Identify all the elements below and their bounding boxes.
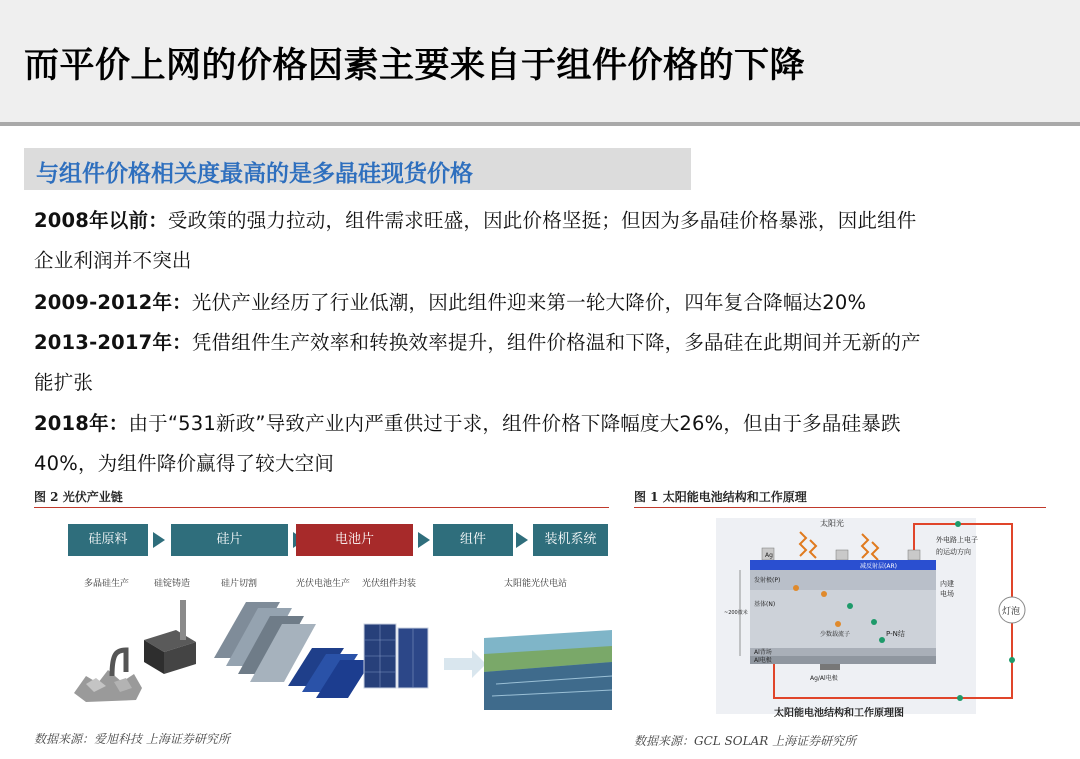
figure-source: 数据来源：GCL SOLAR 上海证券研究所: [634, 734, 857, 748]
title-divider: [0, 122, 1080, 126]
paragraph-2008-line2: 企业利润并不突出: [34, 249, 192, 272]
step-label: 光伏组件封装: [362, 579, 417, 589]
solar-cell-diagram: [624, 510, 1050, 732]
al-electrode-layer: [750, 656, 936, 664]
year-separator: ：: [172, 331, 192, 354]
ingot-icon: [144, 600, 196, 674]
figure-caption: 图 1 太阳能电池结构和工作原理: [634, 490, 807, 504]
subheading-band: [24, 148, 691, 190]
figure-solar-cell: [624, 480, 1050, 752]
paragraph-2013-line2: 能扩张: [34, 371, 94, 394]
paragraph-2013-line1: [34, 327, 921, 355]
pv-chain-illustration: [26, 588, 616, 716]
caption-divider: [634, 507, 1046, 508]
paragraph-2018-line2: 40%，为组件降价赢得了较大空间: [34, 452, 335, 475]
solar-module-icon: [364, 624, 428, 688]
svg-text:的运动方向: 的运动方向: [936, 548, 971, 556]
svg-text:Al背场: Al背场: [754, 649, 772, 656]
step-label: 硅锭铸造: [154, 579, 191, 589]
svg-text:Ag/Al电极: Ag/Al电极: [810, 675, 838, 682]
base-layer: [750, 590, 936, 648]
year-separator: ：: [172, 291, 192, 314]
arrow-icon: [516, 532, 528, 548]
year-label: 2013-2017年: [34, 331, 173, 354]
paragraph-text: 受政策的强力拉动，组件需求旺盛，因此价格坚挺；但因为多晶硅价格暴涨，因此组件: [167, 209, 917, 232]
year-label: 2008年以前: [34, 209, 149, 232]
chain-step-wafer: 硅片: [171, 524, 288, 556]
paragraph-text: 凭借组件生产效率和转换效率提升，组件价格温和下降，多晶硅在此期间并无新的产: [191, 331, 921, 354]
chain-step-system: 装机系统: [533, 524, 608, 556]
svg-text:外电路上电子: 外电路上电子: [936, 536, 978, 544]
year-label: 2018年: [34, 412, 109, 435]
svg-text:少数载流子: 少数载流子: [820, 631, 851, 638]
paragraph-2008-line1: [34, 205, 917, 233]
svg-text:灯泡: 灯泡: [1002, 607, 1021, 617]
solar-cell-icon: [288, 648, 372, 698]
step-label: 硅片切割: [221, 579, 258, 589]
svg-text:Al电极: Al电极: [754, 657, 772, 664]
figure-source: 数据来源：爱旭科技 上海证券研究所: [34, 732, 230, 746]
svg-text:~200微米: ~200微米: [724, 610, 748, 616]
solar-plant-icon: [484, 630, 612, 710]
year-separator: ：: [108, 412, 129, 435]
paragraph-2018-line1: [34, 408, 901, 436]
subheading: 与组件价格相关度最高的是多晶硅现货价格: [36, 161, 473, 187]
svg-text:Ag: Ag: [765, 552, 773, 559]
caption-divider: [34, 507, 609, 508]
ar-layer: [750, 560, 936, 570]
sunlight-label: 太阳光: [820, 519, 844, 528]
figure-caption: 图 2 光伏产业链: [34, 490, 123, 504]
year-separator: ：: [148, 209, 168, 232]
arrow-icon: [444, 650, 486, 678]
step-label: 太阳能光伏电站: [504, 579, 568, 589]
chain-step-module: 组件: [433, 524, 513, 556]
svg-text:减反射层(AR): 减反射层(AR): [860, 563, 897, 570]
paragraph-2009-line1: [34, 287, 866, 315]
page-title: 而平价上网的价格因素主要来自于组件价格的下降: [24, 46, 806, 86]
svg-text:P-N结: P-N结: [886, 630, 905, 638]
arrow-icon: [153, 532, 165, 548]
diagram-title: 太阳能电池结构和工作原理图: [774, 708, 904, 719]
chain-step-raw-silicon: 硅原料: [68, 524, 148, 556]
step-label: 光伏电池生产: [296, 579, 351, 589]
svg-text:基体(N): 基体(N): [754, 601, 776, 608]
polysilicon-icon: [74, 650, 142, 702]
svg-text:发射极(P): 发射极(P): [754, 577, 781, 584]
svg-text:电场: 电场: [940, 590, 954, 598]
step-label: 多晶硅生产: [84, 579, 130, 589]
arrow-icon: [418, 532, 430, 548]
bsf-layer: [750, 648, 936, 656]
paragraph-text: 光伏产业经历了行业低潮，因此组件迎来第一轮大降价，四年复合降幅达20%: [191, 291, 867, 314]
year-label: 2009-2012年: [34, 291, 173, 314]
chain-step-cell: 电池片: [296, 524, 413, 556]
svg-text:内建: 内建: [940, 580, 954, 588]
paragraph-text: 由于“531新政”导致产业内严重供过于求，组件价格下降幅度大26%，但由于多晶硅暴跌: [128, 412, 901, 435]
figure-pv-chain: [26, 480, 616, 752]
